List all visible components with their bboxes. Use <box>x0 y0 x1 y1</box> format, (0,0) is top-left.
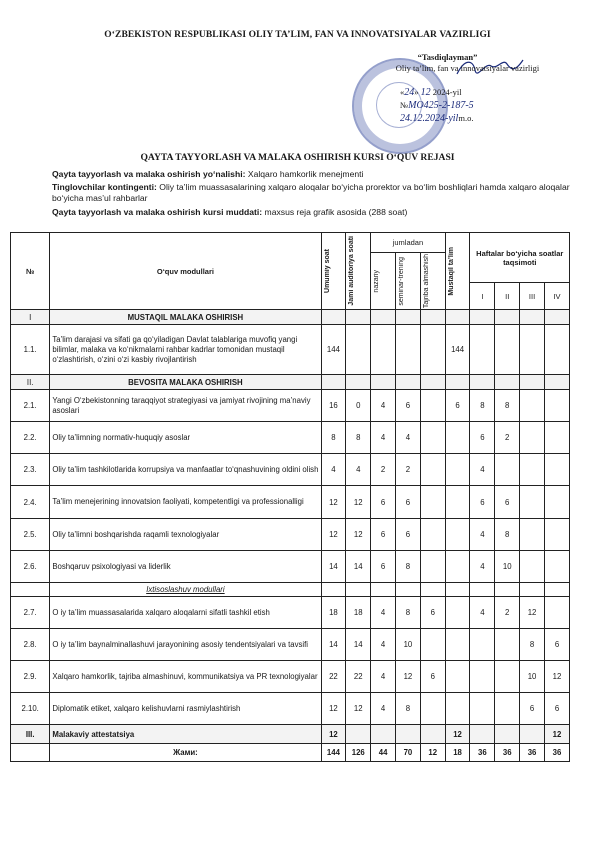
table-row: 2.2. Oliy ta’limning normativ-huquqiy asoslar 8 8 4 4 6 2 <box>11 422 570 454</box>
header-auditory: Jami auditoriya soati <box>348 236 356 306</box>
section-row <box>11 375 570 390</box>
total-row: Жами: 144 126 44 70 12 18 36 36 36 36 <box>11 744 570 762</box>
header-week-3: III <box>520 283 545 310</box>
header-independent: Mustaqil ta’lim <box>447 246 455 296</box>
header-theory: nazariy <box>373 269 381 293</box>
subsection-row <box>11 583 570 597</box>
section-num: I <box>11 310 50 325</box>
table-row: 2.8. O iy ta’lim baynalminallashuvi jarayonining asosiy tendentsiyalari va tavsifi 14 14 4 10 8 6 <box>11 629 570 661</box>
date-day: 24 <box>404 87 415 98</box>
approval-org: Oliy ta’lim, fan va innovatsiyalar vazirligi <box>395 63 540 73</box>
table-row: 2.5. Oliy ta’limni boshqarishda raqamli texnologiyalar 12 12 6 6 4 8 <box>11 519 570 551</box>
header-week-4: IV <box>544 283 569 310</box>
table-row: 2.9. Xalqaro hamkorlik, tajriba almashinuvi, kommunikatsiya va PR texnologiyalar 22 22 4 12 6 10 12 <box>11 661 570 693</box>
table-row: 2.6. Boshqaruv psixologiyasi va liderlik 14 14 6 8 4 10 <box>11 551 570 583</box>
header-modules: O‘quv modullari <box>50 233 321 310</box>
table-row: 2.10. Diplomatik etiket, xalqaro kelishuvlarni rasmiylashtirish 12 12 4 8 6 6 <box>11 693 570 725</box>
num-date: 24.12.2024-yil <box>400 113 459 124</box>
subsection-title: Ixtisoslashuv modullari <box>50 583 321 597</box>
num-value: MO425-2-187-5 <box>408 100 474 111</box>
header-week-1: I <box>470 283 495 310</box>
section-num: II. <box>11 375 50 390</box>
section-title: MUSTAQIL MALAKA OSHIRISH <box>50 310 321 325</box>
page-title: QAYTA TAYYORLASH VA MALAKA OSHIRISH KURSI O‘QUV REJASI <box>140 152 455 163</box>
approval-block <box>350 52 565 124</box>
approval-title: “Tasdiqlayman” <box>417 52 478 62</box>
info-contingent: Tinglovchilar kontingenti: Oliy ta’lim muassasalarining xalqaro aloqalar bo‘yicha prorektor va bo‘lim boshliqlari hamda xalqaro aloqalar bo‘yicha mas’ul rahbarlar <box>52 182 570 203</box>
table-row: 2.3. Oliy ta’lim tashkilotlarida korrupsiya va manfaatlar to‘qnashuvining oldini olish 4 4 2 2 4 <box>11 454 570 486</box>
table-row: 2.1. Yangi O‘zbekistonning taraqqiyot strategiyasi va jamiyat rivojining ma’naviy asoslari 16 0 4 6 6 8 8 <box>11 390 570 422</box>
table-row: 1.1. Ta’lim darajasi va sifati ga qo‘yiladigan Davlat talablariga muvofiq yangi bilimlar, malaka va ko‘nikmalarni rahbar kadrlar tomonidan mustaqil o‘zlashtirish, o‘zini o‘zi kasbiy rivojlantirish 144 144 <box>11 325 570 375</box>
date-year: 2024-yil <box>432 87 462 97</box>
table-row: 2.7. O iy ta’lim muassasalarida xalqaro aloqalarni sifatli tashkil etish 18 18 4 8 6 4 2 12 <box>11 597 570 629</box>
approval-date: «24» 12 2024-yil <box>400 87 462 98</box>
total-label: Жами: <box>50 744 321 762</box>
header-seminar: seminar-trening <box>398 256 405 306</box>
header-num: № <box>11 233 50 310</box>
approval-number-date: 24.12.2024-yilm.o. <box>400 113 474 124</box>
info-direction: Qayta tayyorlash va malaka oshirish yo‘nalishi: Xalqaro hamkorlik menejmenti <box>52 169 364 179</box>
curriculum-table <box>10 232 570 762</box>
table-row: 2.4. Ta’lim menejerining innovatsion faoliyati, kompetentligi va professionalligi 12 12 6 6 6 6 <box>11 486 570 519</box>
ministry-header: O‘ZBEKISTON RESPUBLIKASI OLIY TA’LIM, FAN VA INNOVATSIYALAR VAZIRLIGI <box>104 30 491 40</box>
section-title: BEVOSITA MALAKA OSHIRISH <box>50 375 321 390</box>
header-exchange: Tajriba almashish <box>422 253 430 309</box>
date-month: 12 <box>420 87 431 98</box>
info-duration: Qayta tayyorlash va malaka oshirish kursi muddati: maxsus reja grafik asosida (288 soat) <box>52 207 408 217</box>
section-row <box>11 310 570 325</box>
approval-number: №MO425-2-187-5 <box>400 100 474 111</box>
header-week-2: II <box>495 283 520 310</box>
header-including: jumladan <box>371 233 445 253</box>
header-total: Umumiy soat <box>323 249 331 293</box>
attestation-row: III. Malakaviy attestatsiya 12 12 12 <box>11 725 570 744</box>
header-weekly: Haftalar bo‘yicha soatlar taqsimoti <box>470 233 570 283</box>
